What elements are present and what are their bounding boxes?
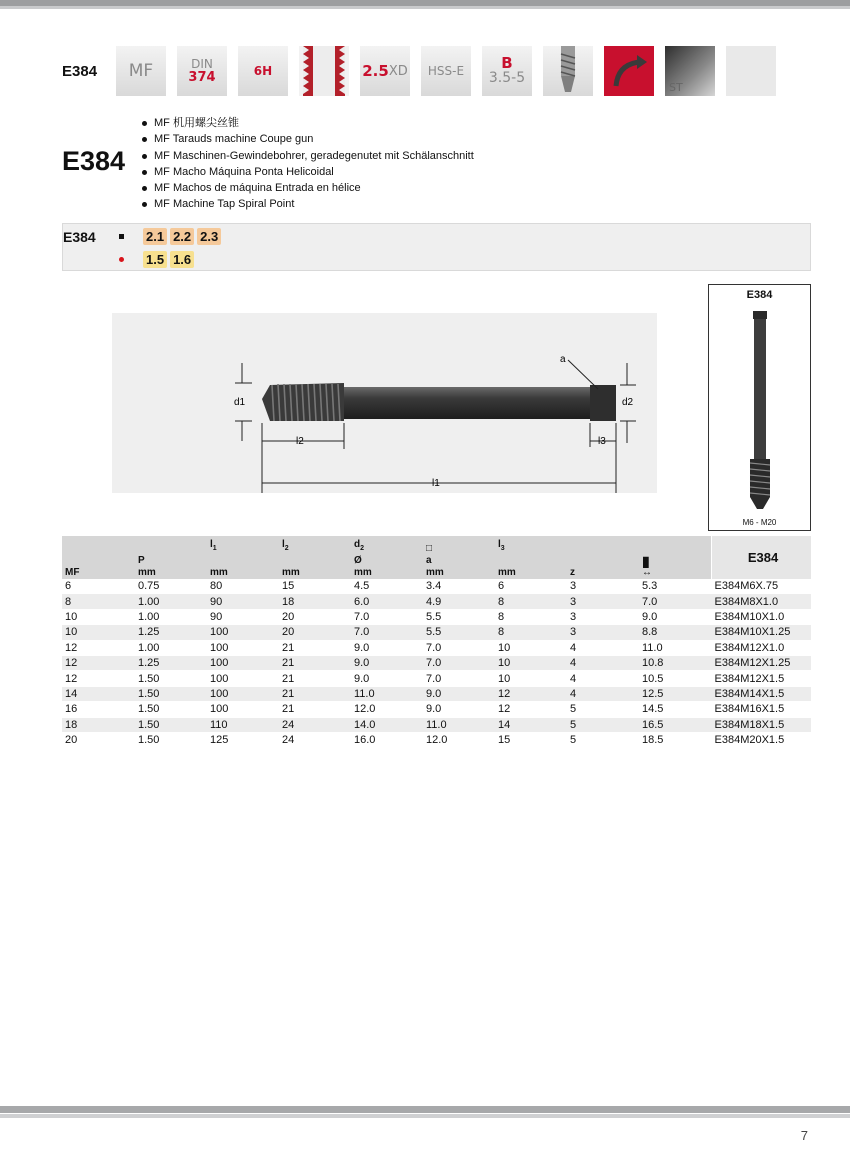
mf-icon: MF: [116, 46, 166, 96]
table-row: [62, 702, 811, 717]
table-row: [62, 686, 811, 701]
table-cell: E384M12X1.0: [714, 641, 785, 654]
label-d2: d2: [622, 397, 634, 408]
label-a: a: [560, 354, 566, 365]
table-cell: 1.25: [135, 655, 207, 670]
table-cell: 1.25: [135, 625, 207, 640]
table-row: [62, 594, 811, 609]
length-icon: 2.5 XD: [360, 46, 410, 96]
table-cell: 7.0: [426, 641, 442, 654]
table-cell: 15: [282, 580, 295, 593]
table-cell: 7.0: [639, 594, 712, 609]
table-cell: E384M16X1.5: [714, 703, 785, 716]
table-cell: 8: [495, 594, 567, 609]
description-de: MF Maschinen-Gewindebohrer, geradegenutet mit Schälanschnitt: [140, 148, 474, 164]
table-cell: 9.0: [351, 655, 423, 670]
table-cell: 21: [282, 703, 295, 716]
col-z: z: [567, 536, 639, 579]
material-chip: 1.5: [143, 251, 167, 268]
table-cell: E384M6X.75: [714, 580, 779, 593]
description-zh: MF 机用螺尖丝锥: [140, 115, 474, 131]
label-l1: l1: [432, 478, 440, 489]
table-cell: 4.5: [354, 580, 370, 593]
table-cell: 12.5: [639, 686, 712, 701]
table-cell: 11.0: [351, 686, 423, 701]
tap-drawing: [112, 313, 657, 493]
table-cell: 1.00: [138, 610, 160, 623]
table-cell: 3: [567, 594, 639, 609]
table-row: [62, 579, 811, 594]
table-row: [62, 655, 811, 670]
top-bar: [0, 0, 850, 14]
table-cell: 7.0: [351, 625, 423, 640]
table-cell: 0.75: [138, 580, 160, 593]
table-cell: 4: [570, 641, 577, 654]
table-cell: E384M12X1.25: [712, 655, 812, 670]
material-suitability: [62, 223, 811, 271]
table-cell: 9.0: [354, 641, 370, 654]
table-cell: 16.5: [639, 717, 712, 732]
label-d1: d1: [234, 397, 246, 408]
table-cell: 80: [210, 580, 223, 593]
material-chip: 2.3: [197, 228, 221, 245]
table-row: [62, 640, 811, 655]
col-mf: MF: [62, 536, 135, 579]
material-code: E384: [63, 229, 96, 245]
table-cell: 100: [207, 686, 279, 701]
table-cell: 6: [498, 580, 505, 593]
table-cell: 12: [495, 686, 567, 701]
din-icon: DIN 374: [177, 46, 227, 96]
table-cell: 1.50: [138, 672, 160, 685]
table-cell: 6: [65, 580, 72, 593]
table-cell: 14: [495, 717, 567, 732]
table-cell: 1.50: [138, 703, 160, 716]
col-a: □ a mm: [423, 536, 495, 579]
table-cell: 1.00: [135, 594, 207, 609]
table-cell: 100: [207, 655, 279, 670]
feature-icons: [116, 46, 776, 96]
table-cell: E384M20X1.5: [714, 734, 785, 747]
table-cell: 18: [279, 594, 351, 609]
table-cell: 110: [207, 717, 279, 732]
product-code: E384: [62, 146, 126, 176]
col-l1: $l_1$ mm: [207, 536, 279, 579]
table-cell: E384M10X1.0: [714, 610, 785, 623]
bottom-bar: [0, 1106, 850, 1120]
arrow-icon: ↔: [642, 567, 652, 578]
table-cell: 20: [279, 625, 351, 640]
table-cell: E384M10X1.25: [712, 625, 812, 640]
table-cell: 100: [210, 641, 229, 654]
table-cell: 12: [498, 703, 511, 716]
table-cell: 10: [498, 672, 511, 685]
side-tap-panel: [708, 284, 811, 531]
col-code: E384: [712, 536, 812, 579]
table-cell: 9.0: [426, 703, 442, 716]
table-cell: 21: [279, 655, 351, 670]
table-cell: 16: [65, 703, 78, 716]
table-cell: 16.0: [354, 734, 376, 747]
material-row-primary: [119, 228, 221, 245]
table-cell: 12: [65, 641, 78, 654]
table-cell: 21: [282, 672, 295, 685]
table-cell: 20: [282, 610, 295, 623]
table-row: [62, 717, 811, 732]
col-d2: $d_2$ Ø mm: [351, 536, 423, 579]
table-cell: 5: [570, 703, 577, 716]
label-l2: l2: [296, 436, 304, 447]
table-row: [62, 609, 811, 624]
table-cell: 5: [567, 717, 639, 732]
table-row: [62, 671, 811, 686]
description-en: MF Machine Tap Spiral Point: [140, 196, 474, 212]
table-row: [62, 625, 811, 640]
table-cell: 18.5: [642, 734, 664, 747]
table-cell: 12: [62, 655, 135, 670]
table-cell: 8: [62, 594, 135, 609]
table-cell: 100: [210, 703, 229, 716]
blank-icon: [726, 46, 776, 96]
table-cell: 3: [567, 625, 639, 640]
header-code: E384: [62, 63, 98, 80]
col-l3: $l_3$ mm: [495, 536, 567, 579]
table-cell: 7.0: [354, 610, 370, 623]
table-cell: 14.0: [351, 717, 423, 732]
table-cell: 10.8: [639, 655, 712, 670]
table-cell: 12.0: [426, 734, 448, 747]
table-cell: 14.5: [642, 703, 664, 716]
square-bullet-icon: [119, 234, 124, 239]
table-body: [62, 579, 811, 748]
table-cell: 125: [210, 734, 229, 747]
table-cell: 14: [62, 686, 135, 701]
table-cell: 8: [498, 610, 505, 623]
tap-square-end: [590, 385, 616, 421]
table-cell: 21: [279, 686, 351, 701]
material-row-secondary: [119, 251, 194, 268]
drill-icon: ▮: [642, 553, 650, 569]
table-cell: 1.50: [138, 734, 160, 747]
description-es: MF Machos de máquina Entrada en hélice: [140, 180, 474, 196]
table-cell: 7.0: [423, 655, 495, 670]
material-chip: 2.2: [170, 228, 194, 245]
table-cell: 9.0: [642, 610, 658, 623]
table-cell: 1.00: [138, 641, 160, 654]
page-number: 7: [800, 1128, 808, 1143]
table-cell: E384M14X1.5: [712, 686, 812, 701]
material-chip: 1.6: [170, 251, 194, 268]
chamfer-icon: B 3.5-5: [482, 46, 532, 96]
table-cell: 5.3: [642, 580, 658, 593]
col-p: P mm: [135, 536, 207, 579]
material-icon: HSS-E: [421, 46, 471, 96]
table-cell: 11.0: [642, 641, 663, 654]
description-pt: MF Macho Máquina Ponta Helicoidal: [140, 164, 474, 180]
table-cell: 10.5: [642, 672, 664, 685]
description-list: [140, 115, 474, 213]
table-cell: E384M8X1.0: [712, 594, 812, 609]
table-cell: 100: [207, 625, 279, 640]
table-cell: 10: [62, 625, 135, 640]
table-cell: 6.0: [351, 594, 423, 609]
col-drill: [639, 536, 712, 579]
table-cell: 9.0: [423, 686, 495, 701]
table-cell: 21: [282, 641, 295, 654]
table-cell: 90: [207, 594, 279, 609]
tap-shank: [334, 387, 614, 419]
table-cell: 5.5: [423, 625, 495, 640]
table-cell: 4.9: [423, 594, 495, 609]
red-dot-icon: [119, 257, 124, 262]
material-chip: 2.1: [143, 228, 167, 245]
square-size-icon: □: [426, 543, 433, 554]
table-cell: 24: [279, 717, 351, 732]
table-cell: 12: [65, 672, 78, 685]
table-cell: 4: [567, 686, 639, 701]
table-cell: E384M18X1.5: [712, 717, 812, 732]
through-hole-icon: [604, 46, 654, 96]
table-cell: E384M12X1.5: [714, 672, 785, 685]
col-l2: $l_2$ mm: [279, 536, 351, 579]
table-cell: 1.50: [135, 686, 207, 701]
table-cell: 8: [495, 625, 567, 640]
table-cell: 10: [498, 641, 511, 654]
table-cell: 3.4: [426, 580, 442, 593]
table-cell: 1.50: [135, 717, 207, 732]
table-cell: 9.0: [354, 672, 370, 685]
table-cell: 5: [570, 734, 577, 747]
description-fr: MF Tarauds machine Coupe gun: [140, 131, 474, 147]
table-cell: 8.8: [639, 625, 712, 640]
table-header-row: [62, 536, 811, 579]
table-cell: 12.0: [354, 703, 376, 716]
table-cell: 10: [495, 655, 567, 670]
label-l3: l3: [598, 436, 606, 447]
table-row: [62, 732, 811, 747]
table-cell: 15: [498, 734, 511, 747]
table-cell: 24: [282, 734, 295, 747]
table-cell: 4: [567, 655, 639, 670]
tap-vertical-image: [709, 285, 812, 532]
table-cell: 20: [65, 734, 78, 747]
thread-profile-icon: [299, 46, 349, 96]
table-cell: 5.5: [426, 610, 442, 623]
tolerance-icon: 6H: [238, 46, 288, 96]
table-cell: 7.0: [426, 672, 442, 685]
table-cell: 3: [570, 610, 577, 623]
table-cell: 3: [570, 580, 577, 593]
table-cell: 18: [62, 717, 135, 732]
spiral-point-icon: [543, 46, 593, 96]
table-cell: 100: [210, 672, 229, 685]
table-cell: 11.0: [423, 717, 495, 732]
dimension-table: [62, 536, 811, 748]
side-panel-title: E384: [746, 289, 773, 301]
table-cell: 10: [65, 610, 78, 623]
size-range: M6 - M20: [742, 518, 777, 527]
steam-coating-icon: ST: [665, 46, 715, 96]
table-cell: 4: [570, 672, 577, 685]
table-cell: 90: [210, 610, 223, 623]
